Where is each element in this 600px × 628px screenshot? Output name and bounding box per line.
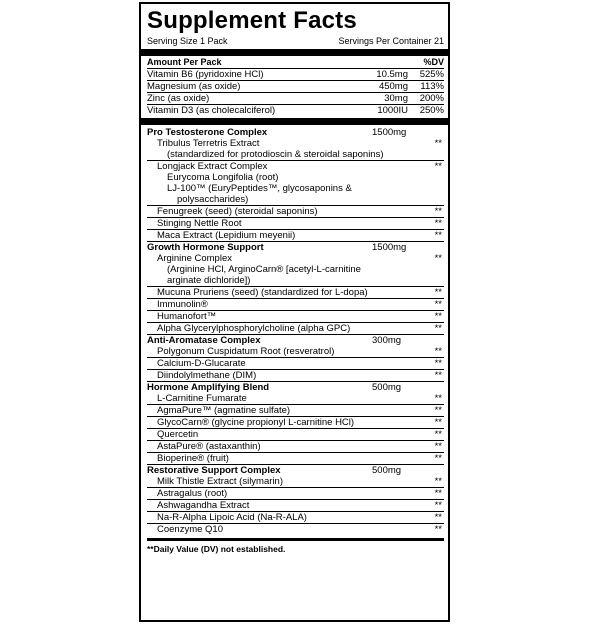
ingredient-name: Diindolylmethane (DIM) (157, 370, 257, 381)
blend-name: Growth Hormone Support (147, 242, 264, 253)
amount-header: Amount Per Pack (147, 57, 222, 67)
footnote: **Daily Value (DV) not established. (147, 538, 444, 555)
nutrient-name: Vitamin B6 (pyridoxine HCl) (147, 69, 264, 80)
servings-per-container: Servings Per Container 21 (338, 36, 444, 46)
ingredient-detail: LJ-100™ (EuryPeptides™, glycosaponins & (167, 183, 352, 194)
dv-marker: ** (434, 218, 442, 229)
ingredient-row (147, 161, 444, 172)
ingredient-row (147, 206, 444, 218)
dv-marker: ** (434, 500, 442, 511)
dv-marker: ** (434, 417, 442, 428)
nutrient-dv: 250% (419, 105, 444, 116)
ingredient-name: Alpha Glycerylphosphorylcholine (alpha GPC) (157, 323, 351, 334)
ingredient-row (147, 370, 444, 382)
ingredient-row (147, 230, 444, 242)
vitamin-row (147, 81, 444, 93)
ingredient-row (147, 218, 444, 230)
dv-marker: ** (434, 138, 442, 149)
ingredient-name: Fenugreek (seed) (steroidal saponins) (157, 206, 318, 217)
blend-amount: 500mg (372, 382, 402, 393)
blend-amount: 1500mg (372, 242, 407, 253)
nutrient-amount: 10.5mg (376, 69, 408, 80)
nutrient-name: Zinc (as oxide) (147, 93, 210, 104)
nutrient-dv: 200% (419, 93, 444, 104)
ingredient-name: AstaPure® (astaxanthin) (157, 441, 261, 452)
ingredient-row (147, 323, 444, 335)
label-title: Supplement Facts (147, 7, 357, 34)
divider-thick (141, 118, 448, 125)
ingredient-name: Na-R-Alpha Lipoic Acid (Na-R-ALA) (157, 512, 307, 523)
ingredient-row (147, 138, 444, 149)
blend-header (147, 335, 444, 346)
divider-thick (141, 49, 448, 56)
dv-marker: ** (434, 311, 442, 322)
ingredient-name: Longjack Extract Complex (157, 161, 268, 172)
ingredient-detail: Eurycoma Longifolia (root) (167, 172, 279, 183)
ingredient-name: Ashwagandha Extract (157, 500, 250, 511)
dv-marker: ** (434, 358, 442, 369)
ingredient-row (147, 393, 444, 405)
dv-marker: ** (434, 405, 442, 416)
ingredient-name: Coenzyme Q10 (157, 524, 224, 535)
vitamin-row (147, 69, 444, 81)
ingredient-row (147, 346, 444, 358)
supplement-facts-panel (139, 2, 450, 622)
ingredient-name: GlycoCarn® (glycine propionyl L-carnitine HCl) (157, 417, 355, 428)
ingredient-row (147, 441, 444, 453)
serving-size: Serving Size 1 Pack (147, 36, 228, 46)
dv-marker: ** (434, 230, 442, 241)
blend-name: Pro Testosterone Complex (147, 127, 268, 138)
dv-marker: ** (434, 476, 442, 487)
dv-marker: ** (434, 206, 442, 217)
nutrient-name: Magnesium (as oxide) (147, 81, 241, 92)
nutrient-dv: 525% (419, 69, 444, 80)
ingredient-name: Quercetin (157, 429, 199, 440)
dv-marker: ** (434, 346, 442, 357)
ingredient-name: Arginine Complex (157, 253, 232, 264)
ingredient-name: Bioperine® (fruit) (157, 453, 229, 464)
dv-marker: ** (434, 441, 442, 452)
dv-marker: ** (434, 370, 442, 381)
ingredient-name: Stinging Nettle Root (157, 218, 242, 229)
ingredient-name: Humanofort™ (157, 311, 217, 322)
blend-name: Anti-Aromatase Complex (147, 335, 261, 346)
dv-marker: ** (434, 299, 442, 310)
blend-name: Hormone Amplifying Blend (147, 382, 270, 393)
ingredient-name: AgmaPure™ (agmatine sulfate) (157, 405, 291, 416)
ingredient-name: Immunolin® (157, 299, 208, 310)
ingredient-name: Astragalus (root) (157, 488, 228, 499)
dv-marker: ** (434, 287, 442, 298)
ingredient-detail: polysaccharides) (147, 194, 444, 206)
ingredient-row (147, 488, 444, 500)
blend-amount: 300mg (372, 335, 402, 346)
dv-marker: ** (434, 488, 442, 499)
ingredient-row (147, 253, 444, 264)
dv-marker: ** (434, 323, 442, 334)
ingredient-row (147, 417, 444, 429)
ingredient-detail: arginate dichloride]) (147, 275, 444, 287)
ingredient-row (147, 287, 444, 299)
nutrient-amount: 1000IU (377, 105, 408, 116)
ingredient-name: Milk Thistle Extract (silymarin) (157, 476, 283, 487)
blend-amount: 1500mg (372, 127, 407, 138)
nutrient-amount: 30mg (384, 93, 408, 104)
nutrient-name: Vitamin D3 (as cholecalciferol) (147, 105, 276, 116)
ingredient-row (147, 311, 444, 323)
ingredient-name: L-Carnitine Fumarate (157, 393, 247, 404)
ingredient-name: Calcium-D-Glucarate (157, 358, 246, 369)
dv-marker: ** (434, 512, 442, 523)
ingredient-row (147, 429, 444, 441)
nutrient-amount: 450mg (378, 81, 408, 92)
ingredient-detail: (standardized for protodioscin & steroidal saponins) (147, 149, 444, 161)
blend-name: Restorative Support Complex (147, 465, 281, 476)
vitamin-row (147, 93, 444, 105)
dv-marker: ** (434, 161, 442, 172)
ingredient-row (147, 453, 444, 465)
serving-info (147, 35, 444, 47)
dv-marker: ** (434, 253, 442, 264)
dv-marker: ** (434, 524, 442, 535)
ingredient-row (147, 405, 444, 417)
ingredient-name: Maca Extract (Lepidium meyenii) (157, 230, 296, 241)
blend-header (147, 465, 444, 476)
ingredient-name: Mucuna Pruriens (seed) (standardized for L-dopa) (157, 287, 368, 298)
dv-header: %DV (423, 57, 444, 67)
ingredient-row (147, 512, 444, 524)
blend-amount: 500mg (372, 465, 402, 476)
dv-marker: ** (434, 453, 442, 464)
ingredient-row (147, 299, 444, 311)
amount-header-row (147, 56, 444, 69)
ingredient-name: Tribulus Terretris Extract (157, 138, 260, 149)
nutrient-dv: 113% (420, 81, 444, 92)
ingredient-row (147, 358, 444, 370)
ingredient-row (147, 500, 444, 512)
ingredient-detail: (Arginine HCl, ArginoCarn® [acetyl-L-carnitine (167, 264, 361, 275)
ingredient-row (147, 476, 444, 488)
blend-header (147, 127, 444, 138)
blend-header (147, 382, 444, 393)
blend-header (147, 242, 444, 253)
ingredient-name: Polygonum Cuspidatum Root (resveratrol) (157, 346, 335, 357)
dv-marker: ** (434, 393, 442, 404)
dv-marker: ** (434, 429, 442, 440)
vitamin-row (147, 105, 444, 116)
ingredient-row (147, 524, 444, 535)
